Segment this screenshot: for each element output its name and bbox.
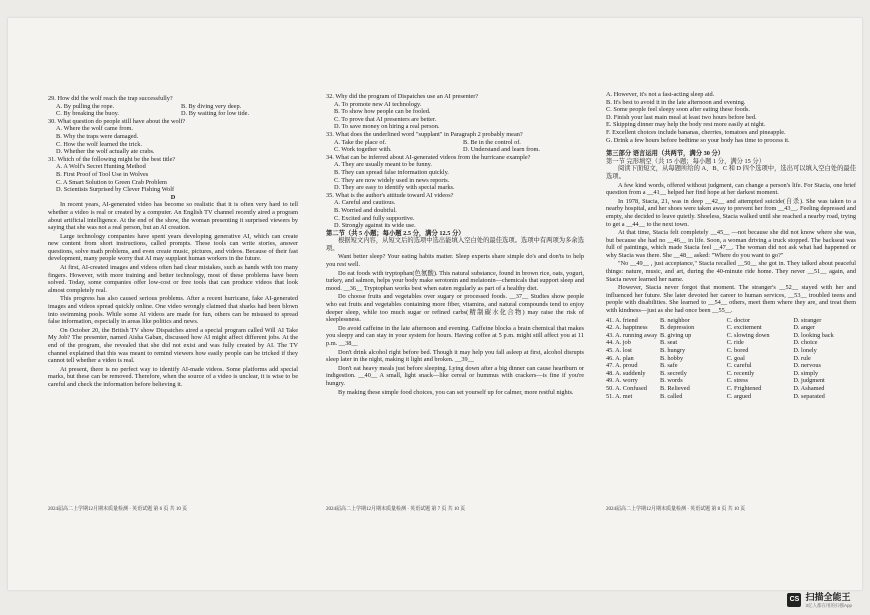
passage-paragraph: In 1978, Stacia, 21, was in deep __42__ and attempted suicide(自杀). She was taken to a nearby hospital, and her shoes were taken away to prevent her from __43__. Feeling depressed and empty, she decided to leave quietly. Shoeless, Stacia walked until she reached a nearby road, trying to get a __44__ to the next town. bbox=[606, 197, 856, 228]
option: C. A Smart Solution to Green Crab Problem bbox=[56, 178, 167, 186]
column-page-7 bbox=[326, 93, 584, 397]
passage-paragraph: Large technology companies have spent years developing generative AI, which can create new content from short instructions, called prompts. These tools can write stories, answer questions, solve math problems, and even create music, pictures, and videos. Because of their fast development, many people worry that AI may supplant human workers in the future. bbox=[48, 232, 298, 263]
option: B. First Proof of Tool Use in Wolves bbox=[56, 170, 149, 178]
option: D. They are easy to identify with special marks. bbox=[334, 184, 455, 192]
passage-paragraph: Do eat foods with tryptophan(色氨酸). This natural substance, found in brown rice, oats, yogurt, turkey, and salmon, helps your body make serotonin and melatonin—chemicals that support sleep and mood. __36__ Tryptophan works best when eaten regularly as part of a healthy diet. bbox=[326, 269, 584, 292]
section-3-instructions: 阅读下面短文，从每题所给的 A、B、C 和 D 四个选项中，选出可以填入空白处的最佳选项。 bbox=[606, 165, 856, 180]
question-35: 35. What is the author's attitude toward AI videos? bbox=[326, 191, 454, 199]
section-2-instructions: 根据短文内容，从短文后的选项中选出能填入空白处的最佳选项。选项中有两项为多余选项。 bbox=[326, 237, 584, 252]
option: C. To prove that AI presenters are better. bbox=[334, 115, 437, 123]
options-29 bbox=[48, 103, 298, 111]
option: B. Worried and doubtful. bbox=[334, 206, 397, 214]
option: A. Where the wolf came from. bbox=[56, 125, 133, 133]
column-page-6 bbox=[48, 95, 298, 390]
option: A. They are usually meant to be funny. bbox=[334, 161, 432, 169]
option: B. To show how people can be fooled. bbox=[334, 108, 431, 116]
choice-row: 42. A. happiness B. depression C. excitement D. anger bbox=[606, 324, 816, 332]
passage-paragraph: Don't drink alcohol right before bed. Though it may help you fall asleep at first, alcohol disrupts sleep later in the night, making it light and broken. __39__ bbox=[326, 348, 584, 364]
column-page-8 bbox=[606, 91, 856, 400]
option: D. Scientists Surprised by Clever Fishing Wolf bbox=[56, 186, 175, 194]
option: A. Careful and cautious. bbox=[334, 199, 396, 207]
seven-choice-option: B. It's best to avoid it in the late afternoon and evening. bbox=[606, 98, 746, 106]
watermark-subtitle: 3亿人都在用的扫描App bbox=[805, 603, 852, 608]
option: D. By waiting for low tide. bbox=[181, 110, 250, 118]
option: B. Why the traps were damaged. bbox=[56, 132, 139, 140]
page-footer: 2024届高二上学期12月期末质量检测 · 英语试题 第 6 页 共 10 页 bbox=[48, 507, 188, 512]
option: A. By pulling the rope. bbox=[56, 102, 115, 110]
option: A. A Wolf's Secret Hunting Method bbox=[56, 163, 146, 171]
options-33 bbox=[326, 139, 584, 147]
choice-row: 47. A. proud B. safe C. careful D. nervous bbox=[606, 362, 821, 370]
page-footer: 2024届高二上学期12月期末质量检测 · 英语试题 第 7 页 共 10 页 bbox=[326, 507, 466, 512]
seven-choice-option: F. Excellent choices include bananas, cherries, tomatoes and pineapple. bbox=[606, 128, 786, 136]
choice-row: 44. A. job B. seat C. ride D. choice bbox=[606, 339, 818, 347]
option: B. They can spread false information quickly. bbox=[334, 168, 449, 176]
section-2-title: 第二节（共 5 小题；每小题 2.5 分，满分 12.5 分） bbox=[326, 229, 465, 237]
option: C. How the wolf learned the trick. bbox=[56, 140, 143, 148]
question-32: 32. Why did the program of Dispatches use an AI presenter? bbox=[326, 93, 479, 100]
watermark-title: 扫描全能王 bbox=[805, 592, 851, 602]
option: C. By breaking the buoy. bbox=[56, 110, 119, 118]
cloze-choices bbox=[606, 317, 856, 401]
passage-paragraph: In recent years, AI-generated video has become so realistic that it is often very hard to tell whether a video is real or created by a computer. An English TV channel recently aired a program about artificial intelligence. At the end of the show, the woman presenting it surprised viewers by saying that she was not a real person, but an AI creation. bbox=[48, 201, 298, 232]
choice-row: 48. A. suddenly B. secretly C. recently D. simply bbox=[606, 369, 819, 377]
passage-paragraph: On October 20, the British TV show Dispatches aired a special program called Will AI Take My Job? The presenter, named Aisha Gaban, discussed how AI might affect different jobs. At the end of the program, she revealed that she did not exist and was fully created by AI. The TV channel explained that this was meant to remind viewers how easily people can be tricked if they cannot tell whether a video is real. bbox=[48, 326, 298, 365]
option: C. Excited and fully supportive. bbox=[334, 214, 415, 222]
seven-choice-option: E. Skipping dinner may help the body rest more easily at night. bbox=[606, 121, 766, 129]
question-33: 33. What does the underlined word "supplant" in Paragraph 2 probably mean? bbox=[326, 130, 523, 138]
passage-paragraph: At that time, Stacia felt completely __45__ —not because she did not know where she was, but because she had no __46__ in life. Soon, a woman driving a truck stopped. The backseat was full of paintings, which made Stacia feel __47__. The woman did not ask what had happened or why Stacia was there. She __48__ asked: "Where do you want to go?" bbox=[606, 229, 856, 259]
option: A. Take the place of. bbox=[334, 138, 387, 146]
passage-paragraph: By making these simple food choices, you can set yourself up for calmer, more restful nights. bbox=[338, 388, 574, 396]
option: C. They are now widely used in news reports. bbox=[334, 176, 450, 184]
question-30: 30. What question do people still have about the wolf? bbox=[48, 117, 186, 125]
option: B. Be in the control of. bbox=[463, 138, 521, 146]
passage-paragraph: Do avoid caffeine in the late afternoon and evening. Caffeine blocks a brain chemical that makes you sleepy and can stay in your system for hours. Having coffee at 5 p.m. might still affect you at 11 p.m. __38__ bbox=[326, 324, 584, 347]
choice-row: 50. A. Confused B. Relieved C. Frightened D. Ashamed bbox=[606, 384, 825, 392]
option: D. Understand and learn from. bbox=[463, 146, 540, 154]
choice-row: 41. A. friend B. neighbor C. doctor D. stranger bbox=[606, 316, 822, 324]
seven-choice-option: G. Drink a few hours before bedtime so your body has time to process it. bbox=[606, 136, 790, 144]
choice-row: 46. A. plan B. hobby C. goal D. rule bbox=[606, 354, 811, 362]
seven-choice-option: A. However, it's not a fast-acting sleep aid. bbox=[606, 91, 715, 98]
options-29b bbox=[48, 110, 298, 118]
question-31: 31. Which of the following might be the best title? bbox=[48, 155, 176, 163]
option: A. To promote new AI technology. bbox=[334, 100, 422, 108]
exam-sheet bbox=[8, 18, 862, 590]
option: D. Strongly against its wide use. bbox=[334, 222, 416, 230]
option: D. Whether the wolf actually ate crabs. bbox=[56, 148, 155, 156]
option: C. Work together with. bbox=[334, 146, 392, 154]
options-33b bbox=[326, 146, 584, 154]
passage-paragraph: However, Stacia never forgot that moment. The stranger's __52__ stayed with her and influenced her future. She later devoted her career to human services, __53__ troubled teens and people with disabilities. She learned to __54__ others, meet them where they are, and treat them with kindness—just as she had once been __55__. bbox=[606, 284, 856, 315]
passage-paragraph: Don't eat heavy meals just before sleeping. Lying down after a big dinner can cause heartburn or indigestion. __40__ A small, light snack—like cereal or hummus with crackers—is fine if you're hungry. bbox=[326, 364, 584, 387]
option: B. By diving very deep. bbox=[181, 102, 242, 110]
section-letter: D bbox=[170, 193, 176, 201]
seven-choice-option: C. Some people feel sleepy soon after eating these foods. bbox=[606, 106, 750, 114]
scanner-watermark bbox=[787, 590, 852, 609]
question-34: 34. What can be inferred about AI-generated videos from the hurricane example? bbox=[326, 153, 531, 161]
choice-row: 51. A. met B. called C. argued D. separated bbox=[606, 392, 825, 400]
section-3-subtitle: 第一节 完形填空（共 15 小题；每小题 1 分，满分 15 分） bbox=[606, 157, 765, 165]
choice-row: 43. A. running away B. giving up C. slowing down D. looking back bbox=[606, 331, 834, 339]
passage-paragraph: "No __49__ , just acceptance," Stacia recalled __50__ she got in. They talked about peaceful things: nature, music, and art, during the 40-minute ride home. They never __51__ again, and Stacia never learned her name. bbox=[606, 260, 856, 283]
choice-row: 49. A. worry B. words C. stress D. judgment bbox=[606, 377, 825, 385]
passage-paragraph: Want better sleep? Your eating habits matter. Sleep experts share simple do's and don'ts to help you rest well. bbox=[326, 253, 584, 269]
seven-choice-option: D. Finish your last main meal at least two hours before bed. bbox=[606, 113, 757, 121]
passage-paragraph: At present, there is no perfect way to identify AI-made videos. Some platforms add special marks, but these can be removed. Therefore, when the source of a video is unclear, it is wise to be careful and check the information before believing it. bbox=[48, 365, 298, 388]
page-footer: 2024届高二上学期12月期末质量检测 · 英语试题 第 8 页 共 10 页 bbox=[606, 507, 746, 512]
passage-paragraph: This progress has also caused serious problems. After a recent hurricane, fake AI-generated images and videos spread quickly online. One video wrongly claimed that sharks had been blown into swimming pools. While some AI videos are made for fun, others can be misused to spread false information, especially in areas like politics and news. bbox=[48, 295, 298, 326]
camscanner-logo-icon: CS bbox=[787, 593, 801, 607]
passage-paragraph: Do choose fruits and vegetables over sugary or processed foods. __37__ Studies show people who eat fruits and vegetables containing more fiber, vitamins, and natural compounds tend to enjoy deeper sleep, while too much sugar or refined carbs(精制碳水化合物) may raise the risk of sleeplessness. bbox=[326, 293, 584, 324]
section-3-title: 第三部分 语言运用（共两节，满分 30 分） bbox=[606, 150, 725, 158]
option: D. To save money on hiring a real person. bbox=[334, 123, 440, 131]
passage-paragraph: A few kind words, offered without judgment, can change a person's life. For Stacia, one brief question from a __41__ helped her find hope at her darkest moment. bbox=[606, 181, 856, 197]
question-29: 29. How did the wolf reach the trap successfully? bbox=[48, 95, 173, 102]
passage-paragraph: At first, AI-created images and videos often had clear mistakes, such as hands with too many fingers. However, with more training and better technology, most of these problems have been solved. Today, some companies offer low-cost or free tools that can produce videos that look almost completely real. bbox=[48, 264, 298, 294]
choice-row: 45. A. lost B. hungry C. bored D. lonely bbox=[606, 347, 817, 354]
